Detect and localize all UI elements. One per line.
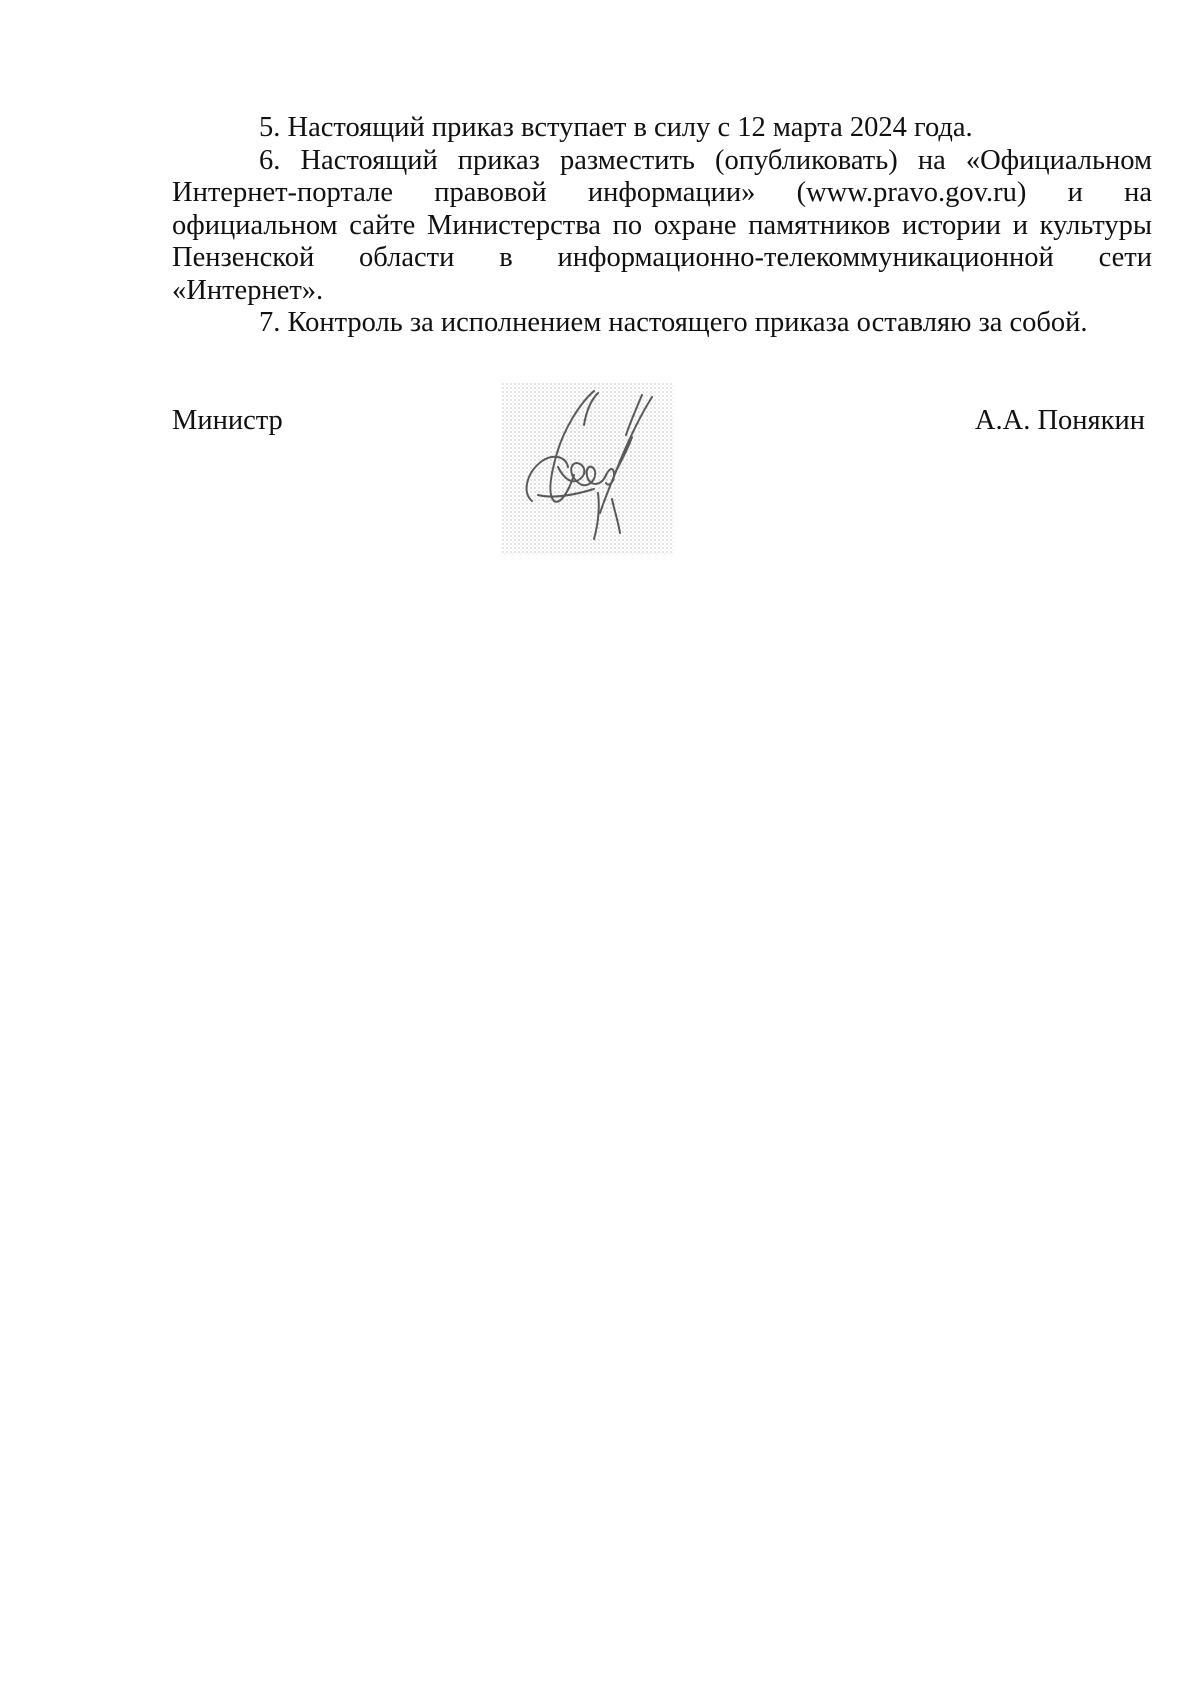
- signatory-title: Министр: [172, 405, 283, 436]
- paragraph-7: 7. Контроль за исполнением настоящего приказа оставляю за собой.: [259, 307, 1088, 338]
- signatory-name: А.А. Понякин: [974, 405, 1145, 436]
- handwritten-signature-image: [502, 383, 674, 555]
- paragraph-5: 5. Настоящий приказ вступает в силу с 12 марта 2024 года.: [259, 112, 973, 143]
- paragraph-6: 6. Настоящий приказ разместить (опубликовать) на «Официальном Интернет-портале правовой информации» (www.pravo.gov.ru) и на официальном сайте Министерства по охране памятников истории и культуры Пензенской области в информационно-телекоммуникационной сети «Интернет».: [172, 144, 1152, 306]
- document-body: [172, 112, 1152, 340]
